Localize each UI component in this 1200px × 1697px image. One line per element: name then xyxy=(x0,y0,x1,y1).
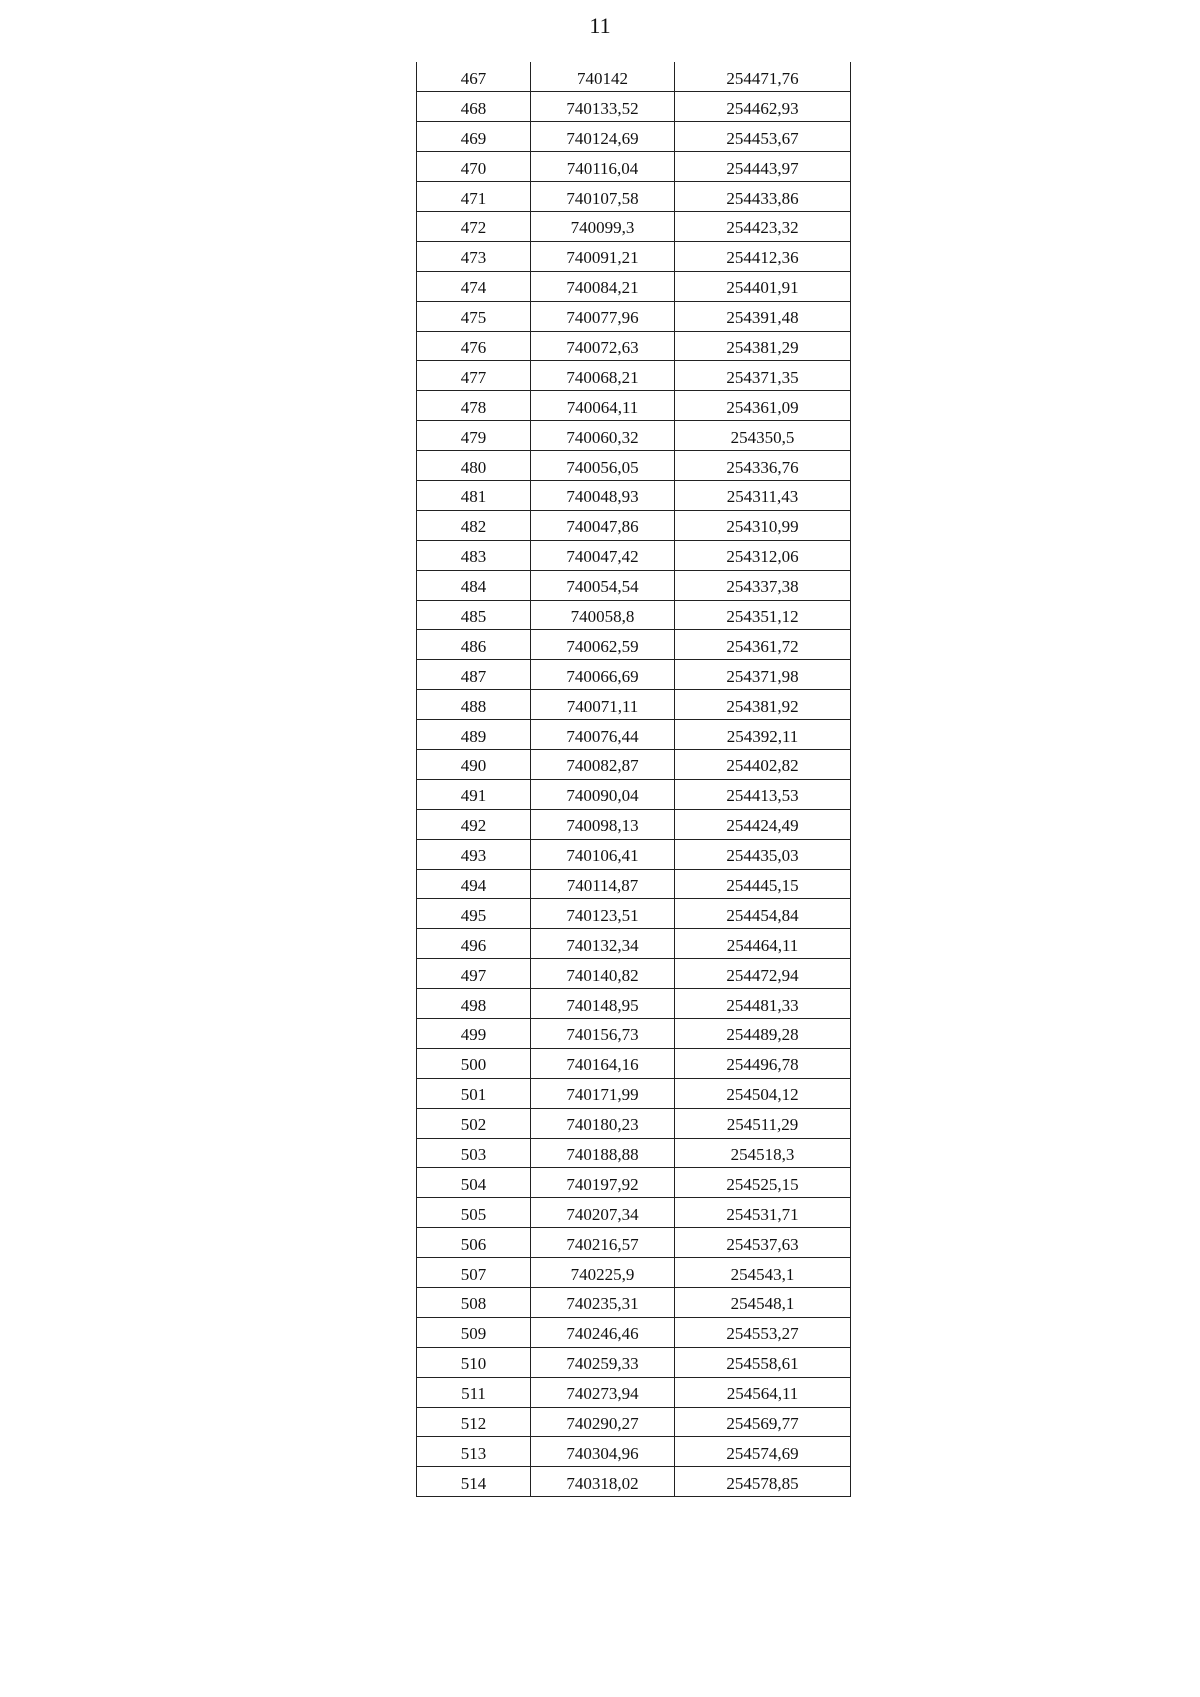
y-coordinate-cell: 254336,76 xyxy=(675,451,851,481)
point-number-cell: 501 xyxy=(417,1078,531,1108)
point-number-cell: 476 xyxy=(417,331,531,361)
y-coordinate-cell: 254350,5 xyxy=(675,421,851,451)
table-row xyxy=(417,869,851,899)
table-row xyxy=(417,1258,851,1288)
y-coordinate-cell: 254489,28 xyxy=(675,1019,851,1049)
x-coordinate-cell: 740077,96 xyxy=(531,301,675,331)
x-coordinate-cell: 740207,34 xyxy=(531,1198,675,1228)
table-row xyxy=(417,749,851,779)
point-number-cell: 494 xyxy=(417,869,531,899)
y-coordinate-cell: 254471,76 xyxy=(675,62,851,92)
x-coordinate-cell: 740066,69 xyxy=(531,660,675,690)
x-coordinate-cell: 740099,3 xyxy=(531,211,675,241)
table-row xyxy=(417,1317,851,1347)
y-coordinate-cell: 254558,61 xyxy=(675,1347,851,1377)
point-number-cell: 506 xyxy=(417,1228,531,1258)
x-coordinate-cell: 740188,88 xyxy=(531,1138,675,1168)
table-row xyxy=(417,1437,851,1467)
y-coordinate-cell: 254381,92 xyxy=(675,690,851,720)
table-row xyxy=(417,929,851,959)
point-number-cell: 503 xyxy=(417,1138,531,1168)
y-coordinate-cell: 254423,32 xyxy=(675,211,851,241)
table-row xyxy=(417,540,851,570)
x-coordinate-cell: 740098,13 xyxy=(531,809,675,839)
y-coordinate-cell: 254361,09 xyxy=(675,391,851,421)
y-coordinate-cell: 254496,78 xyxy=(675,1048,851,1078)
point-number-cell: 477 xyxy=(417,361,531,391)
y-coordinate-cell: 254391,48 xyxy=(675,301,851,331)
point-number-cell: 496 xyxy=(417,929,531,959)
y-coordinate-cell: 254511,29 xyxy=(675,1108,851,1138)
x-coordinate-cell: 740148,95 xyxy=(531,989,675,1019)
y-coordinate-cell: 254310,99 xyxy=(675,510,851,540)
point-number-cell: 486 xyxy=(417,630,531,660)
x-coordinate-cell: 740084,21 xyxy=(531,271,675,301)
table-row xyxy=(417,1168,851,1198)
table-row xyxy=(417,989,851,1019)
point-number-cell: 505 xyxy=(417,1198,531,1228)
y-coordinate-cell: 254454,84 xyxy=(675,899,851,929)
x-coordinate-cell: 740116,04 xyxy=(531,152,675,182)
point-number-cell: 499 xyxy=(417,1019,531,1049)
y-coordinate-cell: 254312,06 xyxy=(675,540,851,570)
table-row xyxy=(417,510,851,540)
y-coordinate-cell: 254578,85 xyxy=(675,1467,851,1497)
x-coordinate-cell: 740058,8 xyxy=(531,600,675,630)
y-coordinate-cell: 254543,1 xyxy=(675,1258,851,1288)
point-number-cell: 495 xyxy=(417,899,531,929)
x-coordinate-cell: 740060,32 xyxy=(531,421,675,451)
point-number-cell: 504 xyxy=(417,1168,531,1198)
x-coordinate-cell: 740056,05 xyxy=(531,451,675,481)
x-coordinate-cell: 740107,58 xyxy=(531,182,675,212)
x-coordinate-cell: 740140,82 xyxy=(531,959,675,989)
point-number-cell: 497 xyxy=(417,959,531,989)
table-row xyxy=(417,480,851,510)
point-number-cell: 478 xyxy=(417,391,531,421)
x-coordinate-cell: 740133,52 xyxy=(531,92,675,122)
table-row xyxy=(417,1198,851,1228)
table-row xyxy=(417,690,851,720)
table-row xyxy=(417,1048,851,1078)
point-number-cell: 513 xyxy=(417,1437,531,1467)
table-row xyxy=(417,779,851,809)
point-number-cell: 483 xyxy=(417,540,531,570)
table-row xyxy=(417,660,851,690)
x-coordinate-cell: 740072,63 xyxy=(531,331,675,361)
y-coordinate-cell: 254412,36 xyxy=(675,241,851,271)
point-number-cell: 469 xyxy=(417,122,531,152)
y-coordinate-cell: 254531,71 xyxy=(675,1198,851,1228)
y-coordinate-cell: 254553,27 xyxy=(675,1317,851,1347)
y-coordinate-cell: 254548,1 xyxy=(675,1288,851,1318)
x-coordinate-cell: 740062,59 xyxy=(531,630,675,660)
x-coordinate-cell: 740318,02 xyxy=(531,1467,675,1497)
x-coordinate-cell: 740164,16 xyxy=(531,1048,675,1078)
point-number-cell: 479 xyxy=(417,421,531,451)
x-coordinate-cell: 740047,42 xyxy=(531,540,675,570)
x-coordinate-cell: 740114,87 xyxy=(531,869,675,899)
point-number-cell: 514 xyxy=(417,1467,531,1497)
x-coordinate-cell: 740047,86 xyxy=(531,510,675,540)
table-row xyxy=(417,1288,851,1318)
x-coordinate-cell: 740132,34 xyxy=(531,929,675,959)
point-number-cell: 490 xyxy=(417,749,531,779)
x-coordinate-cell: 740076,44 xyxy=(531,720,675,750)
y-coordinate-cell: 254381,29 xyxy=(675,331,851,361)
x-coordinate-cell: 740124,69 xyxy=(531,122,675,152)
table-row xyxy=(417,1078,851,1108)
x-coordinate-cell: 740090,04 xyxy=(531,779,675,809)
y-coordinate-cell: 254443,97 xyxy=(675,152,851,182)
table-row xyxy=(417,182,851,212)
y-coordinate-cell: 254453,67 xyxy=(675,122,851,152)
table-row xyxy=(417,301,851,331)
x-coordinate-cell: 740156,73 xyxy=(531,1019,675,1049)
y-coordinate-cell: 254462,93 xyxy=(675,92,851,122)
x-coordinate-cell: 740054,54 xyxy=(531,570,675,600)
x-coordinate-cell: 740216,57 xyxy=(531,1228,675,1258)
point-number-cell: 468 xyxy=(417,92,531,122)
point-number-cell: 510 xyxy=(417,1347,531,1377)
table-row xyxy=(417,241,851,271)
x-coordinate-cell: 740171,99 xyxy=(531,1078,675,1108)
table-row xyxy=(417,630,851,660)
y-coordinate-cell: 254371,98 xyxy=(675,660,851,690)
table-row xyxy=(417,570,851,600)
x-coordinate-cell: 740048,93 xyxy=(531,480,675,510)
x-coordinate-cell: 740180,23 xyxy=(531,1108,675,1138)
table-row xyxy=(417,331,851,361)
x-coordinate-cell: 740246,46 xyxy=(531,1317,675,1347)
x-coordinate-cell: 740082,87 xyxy=(531,749,675,779)
x-coordinate-cell: 740142 xyxy=(531,62,675,92)
y-coordinate-cell: 254518,3 xyxy=(675,1138,851,1168)
table-row xyxy=(417,271,851,301)
point-number-cell: 512 xyxy=(417,1407,531,1437)
coordinates-table-body xyxy=(417,62,851,1497)
point-number-cell: 498 xyxy=(417,989,531,1019)
table-row xyxy=(417,152,851,182)
point-number-cell: 475 xyxy=(417,301,531,331)
coordinates-table xyxy=(416,62,851,1497)
point-number-cell: 487 xyxy=(417,660,531,690)
table-row xyxy=(417,899,851,929)
table-row xyxy=(417,600,851,630)
page-number: 11 xyxy=(589,13,611,38)
point-number-cell: 511 xyxy=(417,1377,531,1407)
point-number-cell: 482 xyxy=(417,510,531,540)
table-row xyxy=(417,421,851,451)
y-coordinate-cell: 254424,49 xyxy=(675,809,851,839)
x-coordinate-cell: 740123,51 xyxy=(531,899,675,929)
y-coordinate-cell: 254574,69 xyxy=(675,1437,851,1467)
y-coordinate-cell: 254392,11 xyxy=(675,720,851,750)
x-coordinate-cell: 740304,96 xyxy=(531,1437,675,1467)
y-coordinate-cell: 254525,15 xyxy=(675,1168,851,1198)
point-number-cell: 488 xyxy=(417,690,531,720)
table-row xyxy=(417,62,851,92)
y-coordinate-cell: 254402,82 xyxy=(675,749,851,779)
y-coordinate-cell: 254564,11 xyxy=(675,1377,851,1407)
point-number-cell: 480 xyxy=(417,451,531,481)
y-coordinate-cell: 254401,91 xyxy=(675,271,851,301)
point-number-cell: 500 xyxy=(417,1048,531,1078)
point-number-cell: 491 xyxy=(417,779,531,809)
y-coordinate-cell: 254445,15 xyxy=(675,869,851,899)
point-number-cell: 472 xyxy=(417,211,531,241)
point-number-cell: 467 xyxy=(417,62,531,92)
point-number-cell: 507 xyxy=(417,1258,531,1288)
table-row xyxy=(417,959,851,989)
x-coordinate-cell: 740225,9 xyxy=(531,1258,675,1288)
point-number-cell: 492 xyxy=(417,809,531,839)
point-number-cell: 493 xyxy=(417,839,531,869)
x-coordinate-cell: 740197,92 xyxy=(531,1168,675,1198)
x-coordinate-cell: 740106,41 xyxy=(531,839,675,869)
table-row xyxy=(417,1019,851,1049)
y-coordinate-cell: 254472,94 xyxy=(675,959,851,989)
table-row xyxy=(417,122,851,152)
point-number-cell: 471 xyxy=(417,182,531,212)
point-number-cell: 473 xyxy=(417,241,531,271)
y-coordinate-cell: 254351,12 xyxy=(675,600,851,630)
y-coordinate-cell: 254433,86 xyxy=(675,182,851,212)
x-coordinate-cell: 740068,21 xyxy=(531,361,675,391)
x-coordinate-cell: 740273,94 xyxy=(531,1377,675,1407)
x-coordinate-cell: 740259,33 xyxy=(531,1347,675,1377)
y-coordinate-cell: 254361,72 xyxy=(675,630,851,660)
x-coordinate-cell: 740071,11 xyxy=(531,690,675,720)
y-coordinate-cell: 254481,33 xyxy=(675,989,851,1019)
y-coordinate-cell: 254569,77 xyxy=(675,1407,851,1437)
point-number-cell: 485 xyxy=(417,600,531,630)
y-coordinate-cell: 254413,53 xyxy=(675,779,851,809)
table-row xyxy=(417,809,851,839)
table-row xyxy=(417,361,851,391)
point-number-cell: 489 xyxy=(417,720,531,750)
x-coordinate-cell: 740064,11 xyxy=(531,391,675,421)
table-row xyxy=(417,211,851,241)
table-row xyxy=(417,1138,851,1168)
table-row xyxy=(417,720,851,750)
table-row xyxy=(417,1108,851,1138)
x-coordinate-cell: 740290,27 xyxy=(531,1407,675,1437)
table-row xyxy=(417,1467,851,1497)
point-number-cell: 508 xyxy=(417,1288,531,1318)
point-number-cell: 484 xyxy=(417,570,531,600)
point-number-cell: 470 xyxy=(417,152,531,182)
y-coordinate-cell: 254504,12 xyxy=(675,1078,851,1108)
table-row xyxy=(417,1228,851,1258)
y-coordinate-cell: 254464,11 xyxy=(675,929,851,959)
y-coordinate-cell: 254371,35 xyxy=(675,361,851,391)
point-number-cell: 474 xyxy=(417,271,531,301)
table-row xyxy=(417,1407,851,1437)
y-coordinate-cell: 254311,43 xyxy=(675,480,851,510)
table-row xyxy=(417,391,851,421)
x-coordinate-cell: 740091,21 xyxy=(531,241,675,271)
y-coordinate-cell: 254537,63 xyxy=(675,1228,851,1258)
table-row xyxy=(417,839,851,869)
point-number-cell: 481 xyxy=(417,480,531,510)
y-coordinate-cell: 254337,38 xyxy=(675,570,851,600)
point-number-cell: 502 xyxy=(417,1108,531,1138)
table-row xyxy=(417,451,851,481)
point-number-cell: 509 xyxy=(417,1317,531,1347)
table-row xyxy=(417,1347,851,1377)
y-coordinate-cell: 254435,03 xyxy=(675,839,851,869)
x-coordinate-cell: 740235,31 xyxy=(531,1288,675,1318)
table-row xyxy=(417,1377,851,1407)
table-row xyxy=(417,92,851,122)
